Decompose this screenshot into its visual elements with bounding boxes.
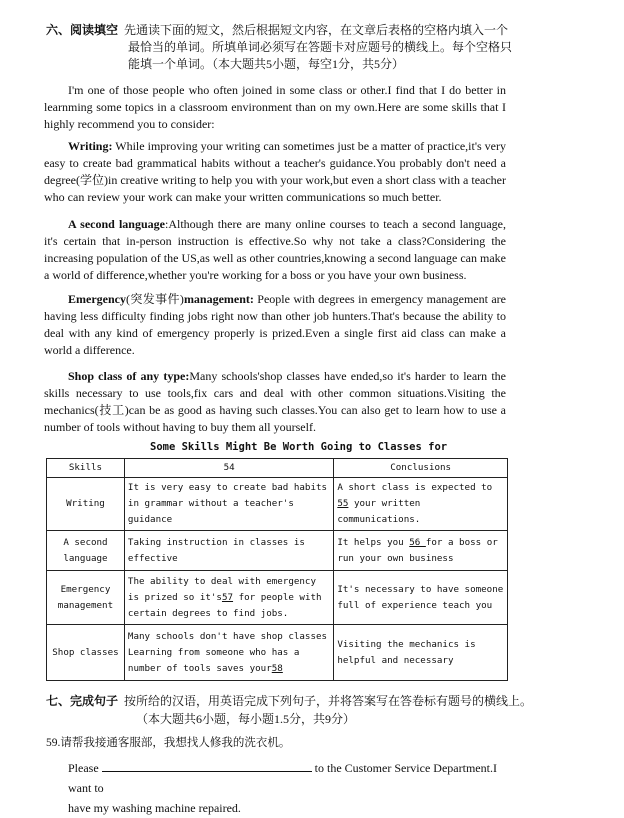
section-6-instruction-3: 能填一个单词。（本大题共5小题，每空1分，共5分） [128,57,405,71]
skill-cell: Writing [47,478,125,531]
description-text: Many schools don't have shop classes Learning from someone who has a number of tools saves your [127,630,328,674]
blank-56: 56 [409,536,426,548]
emergency-heading-2: management: [183,292,254,306]
description-cell [124,571,333,625]
table-header-conclusions: Conclusions [334,459,508,478]
table-row [47,625,508,681]
conclusion-cell [334,531,508,571]
passage-intro: I'm one of those people who often joined in some class or other.I find that I do better in learnming some topics in a classroom environment than on my own.Here are some skills that I highly recommend you to consider: [44,83,506,131]
conclusion-text-tail: your written communications. [337,498,421,525]
section-7-title: 七、完成句子 [46,694,119,708]
description-cell: It is very easy to create bad habits in grammar without a teacher's guidance [124,478,333,531]
section-6-instruction-2: 最恰当的单词。所填单词必须写在答题卡对应题号的横线上。每个空格只 [128,40,513,54]
emergency-heading: Emergency [68,292,126,306]
emergency-paren: (突发事件) [125,292,184,306]
section-7-instruction-2: （本大题共6小题，每小题1.5分，共9分） [136,712,356,726]
shop-class-body: Many schools'shop classes have ended,so it's harder to learn the skills necessary to use tools,fix cars and deal with other common situations.Visiting the mechanics(技工)can be as good as having such classes.You can also get to learn how to use a number of tools without having to buy them all yourself. [44,369,507,434]
table-title: Some Skills Might Be Worth Going to Classes for [150,441,448,453]
passage-emergency [44,291,506,359]
table-row [47,571,508,625]
description-text-tail: for people with certain degrees to find jobs. [127,591,322,619]
question-59-line-2: have my washing machine repaired. [68,801,241,815]
description-text: The ability to deal with emergency is prized so it's [127,575,316,603]
conclusion-text: It helps you [337,536,410,548]
table-row [47,531,508,571]
section-7-instruction-1: 按所给的汉语，用英语完成下列句子，并将答案写在答卷标有题号的横线上。 [124,694,533,708]
table-row [47,478,508,531]
skills-table [46,458,508,681]
skill-cell: A second language [47,531,125,571]
question-59-pre: Please [68,761,102,775]
conclusion-text-tail: for a boss or run your own business [337,536,498,564]
passage-shop-class [44,368,506,436]
passage-second-language [44,216,506,284]
section-7-header [46,692,606,728]
conclusion-cell [334,478,508,531]
passage-writing [44,138,506,206]
section-6-title: 六、阅读填空 [46,23,119,37]
table-header-skills: Skills [47,459,125,478]
writing-heading: Writing: [68,139,113,153]
section-6-header [46,22,606,73]
blank-57: 57 [221,591,234,603]
emergency-body: People with degrees in emergency management are having less difficulty finding jobs right now than other job hunters.That's because the ability to deal with any kind of emergency properly is prized.Even a single first aid class can make a world a difference. [44,292,506,357]
blank-55: 55 [337,498,349,509]
question-59-post: to the Customer Service Department.I want to [68,761,497,795]
question-59-sentence [68,758,518,818]
conclusion-cell: Visiting the mechanics is helpful and necessary [334,625,508,681]
question-59-prompt: 59.请帮我接通客服部，我想找人修我的洗衣机。 [46,737,291,749]
table-header-54: 54 [124,459,333,478]
writing-body: While improving your writing can sometimes just be a matter of practice,it's very easy to create bad grammatical habits without a teacher's guidance.You probably don't need a degree(学位)in creative writing to help you with your work,but even a short class with a teacher who can review your work can make your written communications so much better. [44,139,506,204]
conclusion-text: A short class is expected to [337,482,493,493]
conclusion-cell: It's necessary to have someone full of experience teach you [334,571,508,625]
question-59-answer-blank[interactable] [102,759,312,772]
description-cell: Taking instruction in classes is effective [124,531,333,571]
table-header-row [47,459,508,478]
second-language-body: :Although there are many online courses to teach a second language, it's certain that in-person instruction is effective.So why not take a class?Considering the increasing population of the US,as well as other countries,knowing a second language can make a world of difference,whether you're working for a boss or you have your own business. [44,217,506,282]
description-cell [124,625,333,681]
section-6-instruction-1: 先通读下面的短文，然后根据短文内容，在文章后表格的空格内填入一个 [124,23,509,37]
second-language-heading: A second language [68,217,165,231]
blank-58: 58 [271,662,283,674]
skill-cell: Shop classes [47,625,125,681]
skill-cell: Emergency management [47,571,125,625]
shop-class-heading: Shop class of any type: [68,369,190,383]
